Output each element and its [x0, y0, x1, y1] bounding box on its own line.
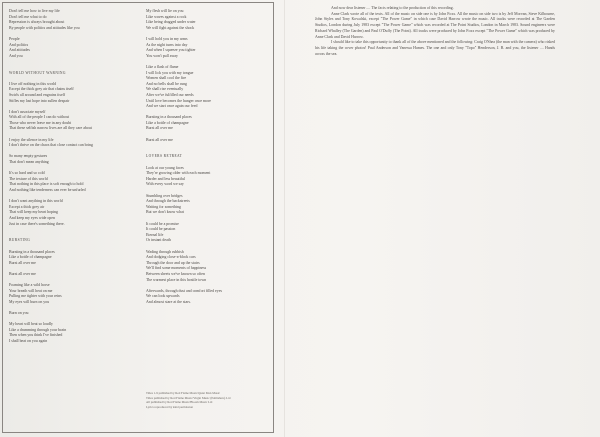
lyric-line: Don't tell me what to do — [9, 14, 47, 19]
lyric-line: And keep my eyes wide open — [9, 215, 55, 220]
lyric-line: I enjoy the silence in my life — [9, 137, 54, 142]
lyric-line: Then when you think I've finished — [9, 333, 63, 338]
lyric-line: We'll find some moments of happiness — [146, 266, 207, 271]
lyric-line: Like a bottle of champagne — [146, 120, 189, 125]
lyric-line: Burst all over me — [146, 126, 173, 131]
lyric-line: I don't want anything in this world — [9, 199, 63, 204]
lyric-line: Like waves against a rock — [146, 14, 187, 19]
lyric-line: Like being dragged under water — [146, 20, 196, 25]
lyric-line: Wading through rubbish — [146, 249, 184, 254]
lyric-line: Pulling me tighter with your reins — [9, 294, 62, 299]
lyric-line: I live off nothing in this world — [9, 81, 57, 86]
lyric-line: Your breath will heat on me — [9, 288, 53, 293]
credit-line: Titles published by Red Flame Music/Virgin Music (Publishers) Ltd — [146, 395, 231, 400]
lyric-line: And when I squeeze you tighter — [146, 48, 196, 53]
lyric-line: Burst all over me — [146, 137, 173, 142]
lyric-line: Through the door and up the stairs — [146, 260, 200, 265]
lyric-line: And through the backstreets — [146, 199, 190, 204]
lyric-line: My heart will beat so loudly — [9, 322, 53, 327]
lyric-line: Eternal life — [146, 232, 164, 237]
lyrics-column-middle — [146, 9, 272, 305]
lyric-line: Like a drumming through your brain — [9, 327, 67, 332]
lyrics-panel — [2, 2, 274, 433]
page-fold — [284, 0, 285, 437]
lyric-line: Foaming like a wild horse — [9, 283, 50, 288]
lyric-line: So many empty gestures — [9, 154, 48, 159]
lyric-line: Bursting in a thousand places — [146, 115, 192, 120]
lyric-line: I don't associate myself — [9, 109, 46, 114]
lyric-line: That will keep my heart hoping — [9, 210, 58, 215]
lyric-line: Like a bottle of champagne — [9, 255, 52, 260]
notes-paragraph: Anne Clark wrote all of the texts. All of the music on side one is by John Foxx. All the music on side two is by Jeff Morvan, Steve Kilbourne, John Styles and Tony Kowalski, except "The Power Game" in which case David Harrow wrote the music. All tracks were recorded at The Garden Studios, London during July 1983 except "The Power Game" which was recorded at The Point Studios, London in March 1983. Sound engineers were Richard Whalley (The Garden) and Paul O'Duffy (The Point). All tracks were produced by John Foxx except "The Power Game" which was produced by Anne Clark and David Harrow. — [315, 11, 555, 39]
lyric-line: Burst all over me — [9, 271, 36, 276]
lyric-line: And politics — [9, 42, 29, 47]
lyric-line: Burst all over me — [9, 260, 36, 265]
lyric-line: I shall beat on you again — [9, 339, 48, 344]
song-title: LOVERS RETREAT — [146, 154, 183, 159]
lyric-line: By people with politics and attitudes like you — [9, 25, 80, 30]
publishing-credits — [146, 391, 272, 409]
lyric-line: And almost stare at the stars. — [146, 299, 191, 304]
lyric-line: Or instant death — [146, 238, 171, 243]
lyric-line: But we don't know what — [146, 210, 184, 215]
lyric-line: After we've fulfilled our needs — [146, 92, 194, 97]
lyric-line: And attitudes — [9, 48, 30, 53]
lyric-line: It's so hard and so cold — [9, 171, 45, 176]
song-title: BURSTING — [9, 238, 31, 243]
credit-line: All published by Red Flame Music/Bloom Music Ltd — [146, 400, 213, 405]
lyric-line: Bursting in a thousand places — [9, 249, 55, 254]
lyric-line: The texture of this world — [9, 176, 48, 181]
credit-line: Titles 1-9 published by Red Flame Music/Quiet Man Music — [146, 391, 220, 395]
liner-notes — [315, 6, 555, 57]
notes-paragraph: And now dear listener .... The facts relating to the production of this recording. — [331, 6, 454, 10]
lyric-line: As the night turns into day — [146, 42, 188, 47]
lyric-line: They're growing older with each moment — [146, 171, 211, 176]
lyric-line: Those who never leave me in any doubt — [9, 120, 72, 125]
lyric-line: I will lick you with my tongue — [146, 70, 194, 75]
lyric-line: Stifles my last hope into sullen despair — [9, 98, 70, 103]
lyric-line: With all of the people I can do without — [9, 115, 70, 120]
credit-line: Lyrics reproduced by kind permission — [146, 404, 193, 409]
lyric-line: Harder and less beautiful — [146, 176, 185, 181]
lyric-line: People — [9, 36, 20, 41]
lyric-line: Women shall cool the fire — [146, 76, 187, 81]
lyric-line: We can look upwards — [146, 294, 180, 299]
lyric-line: It could be a promise — [146, 221, 179, 226]
lyric-line: Don't tell me how to live my life — [9, 9, 60, 13]
lyric-line: That don't mean anything — [9, 160, 49, 165]
lyric-line: I don't thrive on the chaos that close contact can bring — [9, 143, 93, 148]
lyric-line: Stumbling over bridges — [146, 193, 183, 198]
song-title: WORLD WITHOUT WARNING — [9, 70, 66, 75]
lyric-line: Swirls all around and engrains itself — [9, 92, 66, 97]
lyric-line: Repression is always brought about — [9, 20, 65, 25]
lyric-line: Except a thick grey air — [9, 204, 45, 209]
lyric-line: Look at our young faces — [146, 165, 184, 170]
lyric-line: The warmest place in this hostile town — [146, 277, 207, 282]
lyric-line: We will fight against the shock — [146, 25, 195, 30]
lyric-line: Burn on you — [9, 311, 29, 316]
lyric-line: Until love becomes the hunger once more — [146, 98, 212, 103]
lyric-line: Afterwards, through dust and comfort filled eyes — [146, 288, 222, 293]
lyric-line: You won't pull away — [146, 53, 178, 58]
lyric-line: And no bells shall be rung — [146, 81, 187, 86]
lyric-line: And dodging close-a-block cars — [146, 255, 196, 260]
lyric-line: We shall rise eventually — [146, 87, 184, 92]
lyric-line: And we start once again our feed — [146, 104, 198, 109]
lyric-line: And nothing like tenderness can ever be unfurled — [9, 188, 86, 192]
lyric-line: That nothing in this place is soft enough to hold — [9, 182, 84, 187]
lyric-line: Between sheets we've known so often — [146, 271, 205, 276]
lyric-line: My flesh will lie on you — [146, 9, 184, 13]
notes-paragraph: I should like to take this opportunity to thank all of the above mentioned and the following: Craig O'Shea (the man with the camera) who risked his life taking the cover photos! Paul Anderson and Vanessa Hames. The one and only Tony "Topo" Henderson, J. B. and you, the listener .... Hands across the sea. — [315, 40, 555, 56]
lyric-line: And you — [9, 53, 23, 58]
lyric-line: I will hold you in my arms — [146, 36, 188, 41]
lyric-line: Like a flash of flame — [146, 64, 179, 69]
lyrics-column-left — [9, 9, 137, 345]
lyric-line: Except the thick grey air that chains itself — [9, 87, 74, 92]
lyric-line: With every word we say — [146, 182, 184, 187]
lyric-line: That these selfish narrow lives are all they care about — [9, 126, 92, 131]
lyric-line: My eyes will burn on you — [9, 299, 50, 304]
lyric-line: It could be passion — [146, 227, 176, 232]
lyric-line: Waiting for something — [146, 204, 181, 209]
lyric-line: Just in case there's something there. — [9, 221, 65, 226]
